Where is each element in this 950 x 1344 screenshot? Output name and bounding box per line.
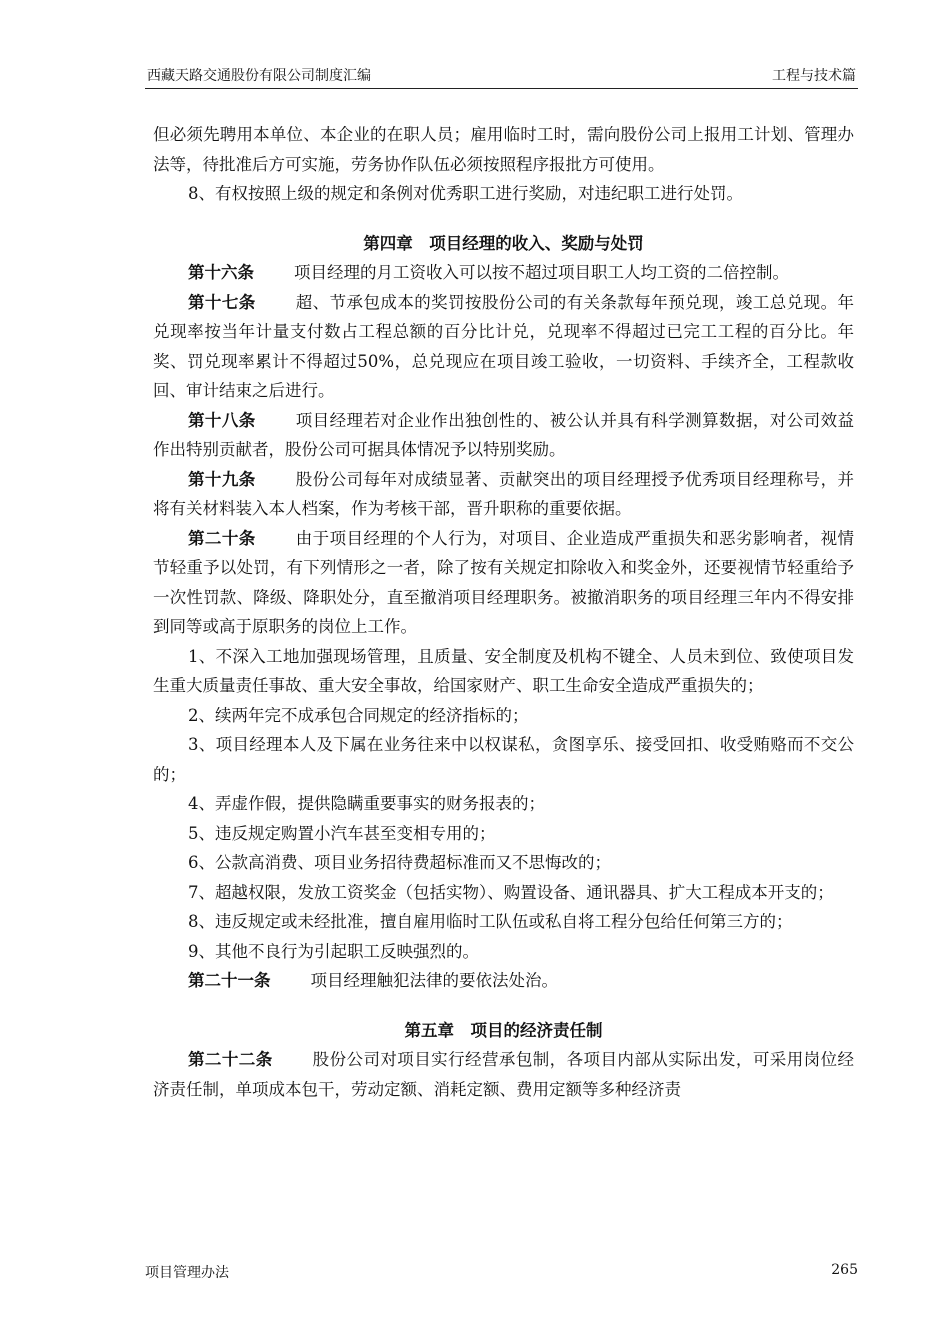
page-number: 265 <box>831 1262 858 1278</box>
article-label: 第十九条 <box>188 469 256 489</box>
article <box>153 406 854 465</box>
article-text: 股份公司每年对成绩显著、贡献突出的项目经理授予优秀项目经理称号，并将有关材料装入本人档案，作为考核干部，晋升职称的重要依据。 <box>153 469 855 518</box>
article <box>153 258 854 288</box>
article-label: 第十六条 <box>188 263 254 282</box>
list-item: 2、续两年完不成承包合同规定的经济指标的； <box>188 705 529 725</box>
article-label: 第二十二条 <box>188 1050 273 1069</box>
article <box>153 1045 854 1104</box>
header-doc-title: 西藏天路交通股份有限公司制度汇编 <box>147 68 371 84</box>
chapter-heading: 第四章 项目经理的收入、奖励与处罚 <box>363 233 644 253</box>
list-item: 7、超越权限，发放工资奖金（包括实物）、购置设备、通讯器具、扩大工程成本开支的； <box>188 882 834 902</box>
paragraph: 但必须先聘用本单位、本企业的在职人员；雇用临时工时，需向股份公司上报用工计划、管理办法等，待批准后方可实施，劳务协作队伍必须按照程序报批方可使用。 <box>153 125 854 174</box>
footer-doc-name: 项目管理办法 <box>145 1265 229 1281</box>
page-body <box>153 120 854 1104</box>
chapter-heading: 第五章 项目的经济责任制 <box>404 1020 603 1040</box>
article-label: 第十八条 <box>188 410 256 430</box>
article-text: 由于项目经理的个人行为，对项目、企业造成严重损失和恶劣影响者，视情节轻重予以处罚，有下列情形之一者，除了按有关规定扣除收入和奖金外，还要视情节轻重给予一次性罚款、降级、降职处分，直至撤消项目经理职务。被撤消职务的项目经理三年内不得安排到同等或高于原职务的岗位上工作。 <box>153 528 855 636</box>
list-item: 9、其他不良行为引起职工反映强烈的。 <box>188 941 479 961</box>
article <box>153 288 854 406</box>
article <box>153 966 854 996</box>
page-header <box>145 64 858 89</box>
list-item: 8、违反规定或未经批准，擅自雇用临时工队伍或私自将工程分包给任何第三方的； <box>188 912 793 931</box>
article-text: 超、节承包成本的奖罚按股份公司的有关条款每年预兑现，竣工总兑现。年兑现率按当年计量支付数占工程总额的百分比计兑，兑现率不得超过已完工工程的百分比。年奖、罚兑现率累计不得超过50%，总兑现应在项目竣工验收，一切资料、手续齐全，工程款收回、审计结束之后进行。 <box>153 292 855 400</box>
article-label: 第十七条 <box>188 292 256 312</box>
article-label: 第二十条 <box>188 528 256 548</box>
article <box>153 465 854 524</box>
article-text: 项目经理若对企业作出独创性的、被公认并具有科学测算数据，对公司效益作出特别贡献者，股份公司可据具体情况予以特别奖励。 <box>153 410 855 459</box>
list-item: 1、不深入工地加强现场管理，且质量、安全制度及机构不键全、人员未到位、致使项目发生重大质量责任事故、重大安全事故，给国家财产、职工生命安全造成严重损失的； <box>153 646 854 695</box>
list-item: 5、违反规定购置小汽车甚至变相专用的； <box>188 823 496 843</box>
article-text: 项目经理的月工资收入可以按不超过项目职工人均工资的二倍控制。 <box>294 263 789 282</box>
article-text: 股份公司对项目实行经营承包制，各项目内部从实际出发，可采用岗位经济责任制，单项成本包干，劳动定额、消耗定额、费用定额等多种经济责 <box>153 1050 855 1099</box>
list-item: 6、公款高消费、项目业务招待费超标准而又不思悔改的； <box>188 853 611 872</box>
header-section-title: 工程与技术篇 <box>772 68 856 84</box>
article <box>153 524 854 642</box>
list-item: 3、项目经理本人及下属在业务往来中以权谋私，贪图享乐、接受回扣、收受贿赂而不交公的； <box>153 735 854 784</box>
list-item: 4、弄虚作假，提供隐瞒重要事实的财务报表的； <box>188 794 545 813</box>
article-label: 第二十一条 <box>188 971 271 990</box>
article-text: 项目经理触犯法律的要依法处治。 <box>310 971 558 990</box>
paragraph: 8、有权按照上级的规定和条例对优秀职工进行奖励，对违纪职工进行处罚。 <box>188 184 743 203</box>
